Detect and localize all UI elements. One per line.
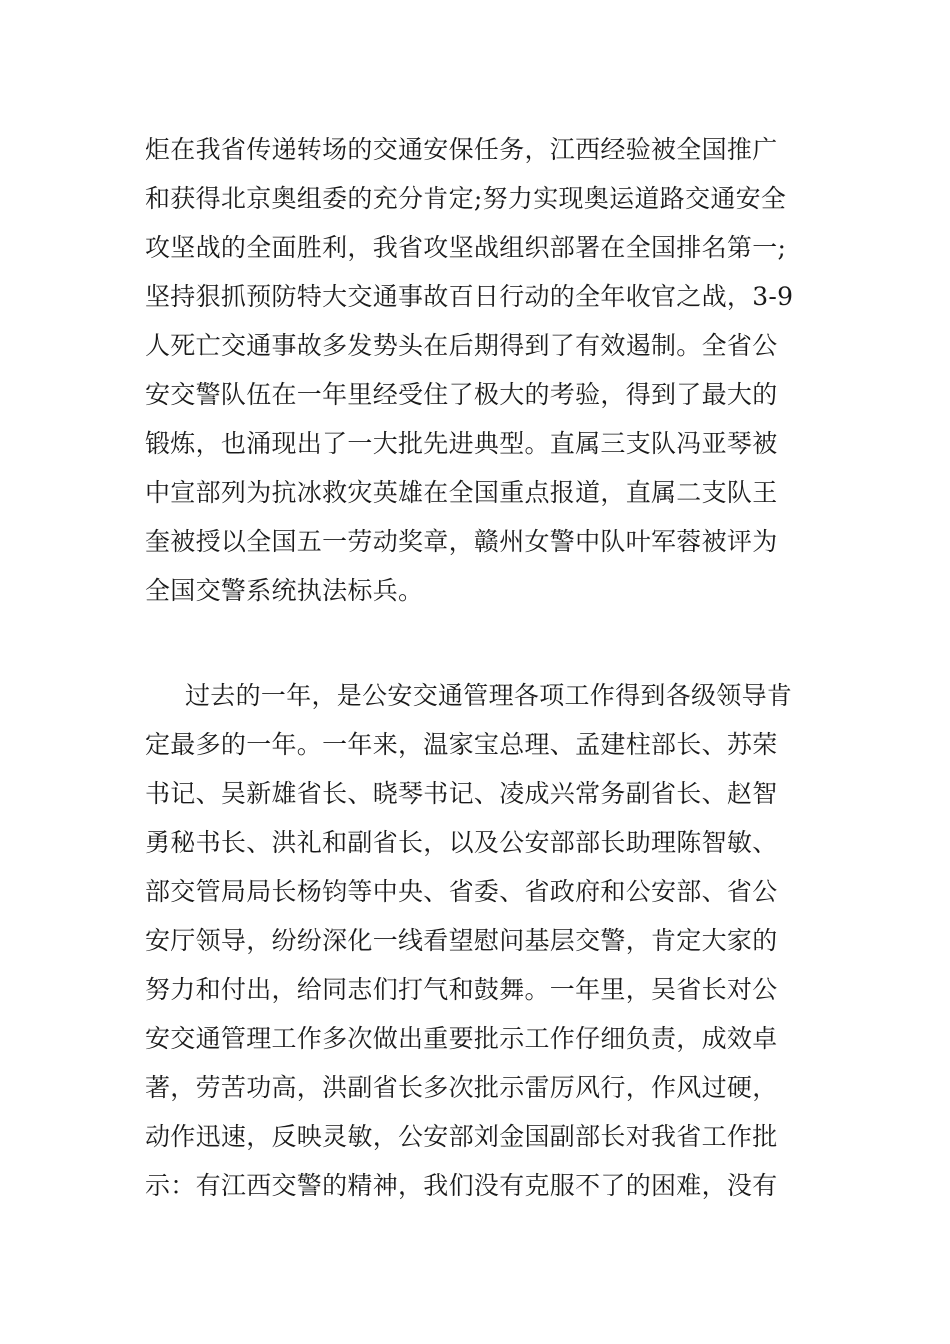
text-line: 中宣部列为抗冰救灾英雄在全国重点报道，直属二支队王 xyxy=(145,478,778,507)
text-line: 安交警队伍在一年里经受住了极大的考验，得到了最大的 xyxy=(145,380,778,409)
text-line: 攻坚战的全面胜利，我省攻坚战组织部署在全国排名第一; xyxy=(145,233,787,262)
text-line: 安交通管理工作多次做出重要批示工作仔细负责，成效卓 xyxy=(145,1024,778,1053)
text-line: 勇秘书长、洪礼和副省长，以及公安部部长助理陈智敏、 xyxy=(145,828,778,857)
text-line: 奎被授以全国五一劳动奖章，赣州女警中队叶军蓉被评为 xyxy=(145,527,778,556)
text-line: 定最多的一年。一年来，温家宝总理、孟建柱部长、苏荣 xyxy=(145,730,778,759)
text-line: 安厅领导，纷纷深化一线看望慰问基层交警，肯定大家的 xyxy=(145,926,778,955)
text-line: 部交管局局长杨钧等中央、省委、省政府和公安部、省公 xyxy=(145,877,778,906)
text-line: 和获得北京奥组委的充分肯定;努力实现奥运道路交通安全 xyxy=(145,184,787,213)
text-line: 炬在我省传递转场的交通安保任务，江西经验被全国推广 xyxy=(145,135,778,164)
text-line: 全国交警系统执法标兵。 xyxy=(145,576,424,605)
text-line: 动作迅速，反映灵敏，公安部刘金国副部长对我省工作批 xyxy=(145,1122,778,1151)
text-line: 书记、吴新雄省长、晓琴书记、凌成兴常务副省长、赵智 xyxy=(145,779,778,808)
text-line: 人死亡交通事故多发势头在后期得到了有效遏制。全省公 xyxy=(145,331,778,360)
text-line: 锻炼，也涌现出了一大批先进典型。直属三支队冯亚琴被 xyxy=(145,429,778,458)
text-line: 过去的一年，是公安交通管理各项工作得到各级领导肯 xyxy=(185,681,793,710)
text-line: 示：有江西交警的精神，我们没有克服不了的困难，没有 xyxy=(145,1171,778,1200)
text-line: 努力和付出，给同志们打气和鼓舞。一年里，吴省长对公 xyxy=(145,975,778,1004)
text-line: 坚持狠抓预防特大交通事故百日行动的全年收官之战，3-9 xyxy=(145,282,794,311)
text-line: 著，劳苦功高，洪副省长多次批示雷厉风行，作风过硬， xyxy=(145,1073,778,1102)
